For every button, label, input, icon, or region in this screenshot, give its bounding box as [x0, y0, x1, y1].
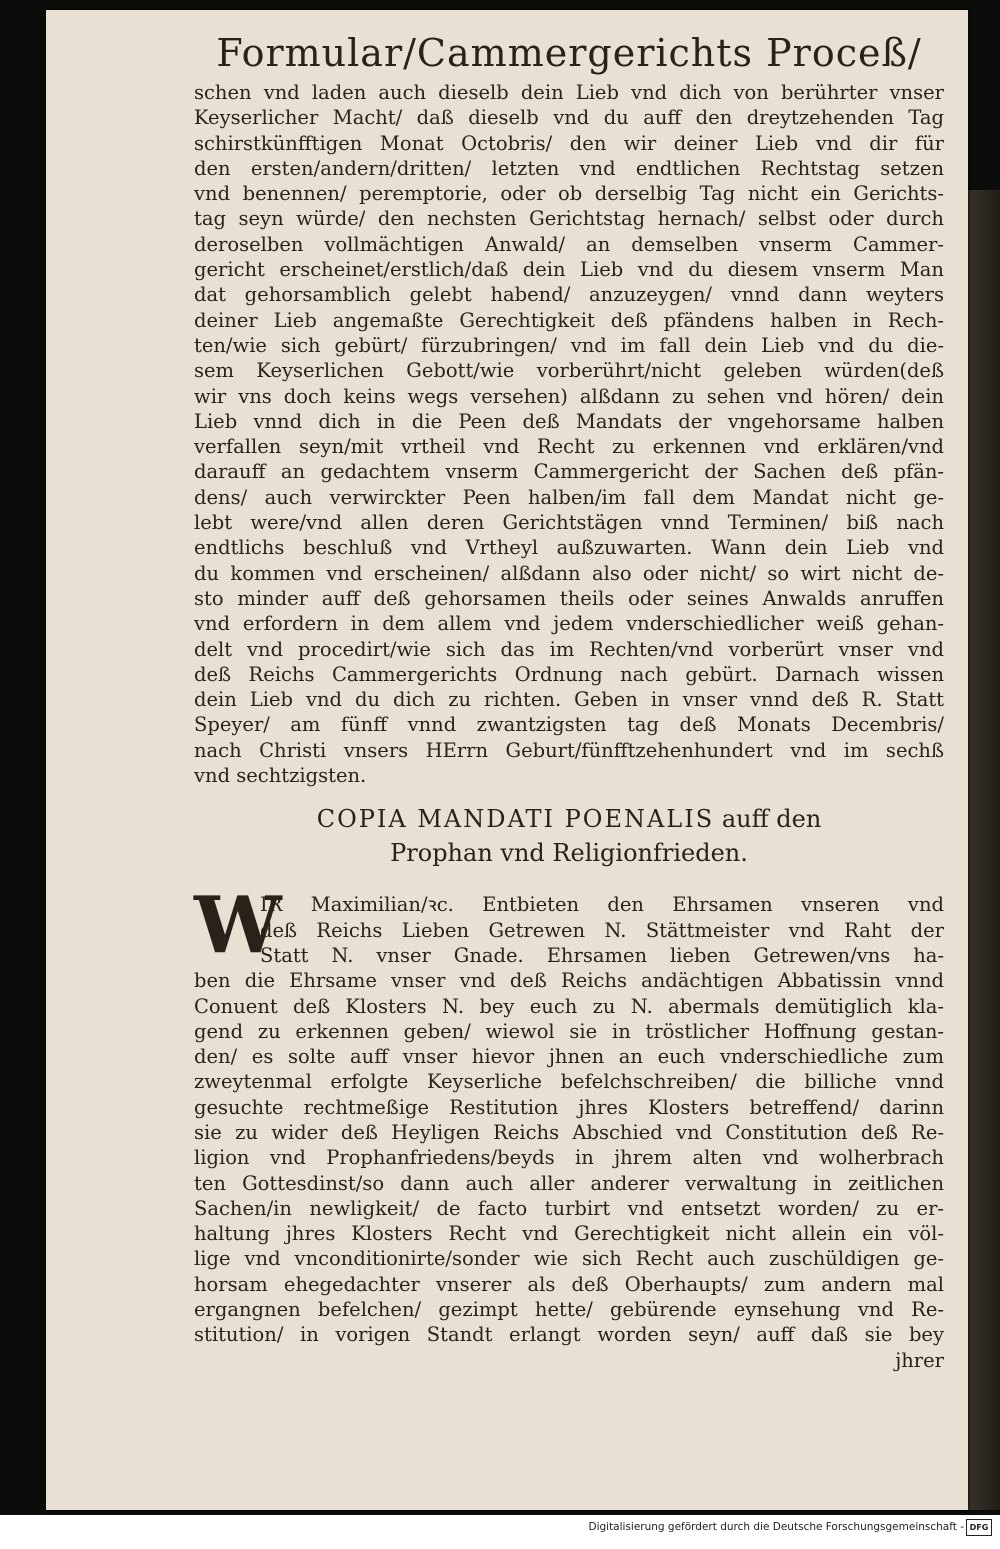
- text-line: delt vnd procedirt/wie sich das im Rechten/vnd vorberürt vnser vnd: [194, 637, 944, 661]
- catchword: jhrer: [895, 1348, 944, 1372]
- section-title-rest: auff den: [721, 805, 822, 834]
- text-line: den ersten/andern/dritten/ letzten vnd endtlichen Rechtstag setzen: [194, 156, 944, 180]
- text-line: ten/wie sich gebürt/ fürzubringen/ vnd im fall dein Lieb vnd du die-: [194, 333, 944, 357]
- text-line: sie zu wider deß Heyligen Reichs Abschied vnd Constitution deß Re-: [194, 1120, 944, 1144]
- text-line: lige vnd vnconditionirte/sonder wie sich Recht auch zuschüldigen ge-: [194, 1247, 944, 1271]
- text-line: schirstkünfftigen Monat Octobris/ den wir deiner Lieb vnd dir für: [194, 131, 944, 155]
- text-line: ligion vnd Prophanfriedens/beyds in jhrem alten vnd wolherbrach: [194, 1146, 944, 1170]
- dfg-logo: DFG: [966, 1519, 992, 1536]
- text-line: dat gehorsamblich gelebt habend/ anzuzeygen/ vnnd dann weyters: [194, 283, 944, 307]
- text-line: vnd erfordern in dem allem vnd jedem vnderschiedlicher weiß gehan-: [194, 612, 944, 636]
- text-line: Lieb vnnd dich in die Peen deß Mandats der vngehorsame halben: [194, 409, 944, 433]
- footer-credit: Digitalisierung gefördert durch die Deutsche Forschungsgemeinschaft -: [588, 1521, 964, 1533]
- text-line: Statt N. vnser Gnade. Ehrsamen lieben Getrewen/vns ha-: [260, 943, 944, 967]
- text-line: Sachen/in newligkeit/ de facto turbirt vnd entsetzt worden/ zu er-: [194, 1196, 944, 1220]
- section-title-caps: COPIA MANDATI POENALIS: [316, 805, 715, 834]
- section-title-line2: Prophan vnd Religionfrieden.: [390, 839, 748, 868]
- text-line: ben die Ehrsame vnser vnd deß Reichs andächtigen Abbatissin vnnd: [194, 969, 944, 993]
- paragraph-2-indented: [194, 892, 944, 968]
- running-head: Formular/Cammergerichts Proceß/: [216, 31, 922, 75]
- page-edge: [966, 190, 1000, 1510]
- text-line: lebt were/vnd allen deren Gerichtstägen vnnd Terminen/ biß nach: [194, 511, 944, 535]
- text-line: Keyserlicher Macht/ daß dieselb vnd du auff den dreytzehenden Tag: [194, 106, 944, 130]
- text-line: haltung jhres Klosters Recht vnd Gerechtigkeit nicht allein ein völ-: [194, 1222, 944, 1246]
- text-line: sto minder auff deß gehorsamen theils oder seines Anwalds anruffen: [194, 586, 944, 610]
- text-line: wir vns doch keins wegs versehen) alßdann zu sehen vnd hören/ dein: [194, 384, 944, 408]
- text-line: deroselben vollmächtigen Anwald/ an demselben vnserm Cammer-: [194, 232, 944, 256]
- text-line: sem Keyserlichen Gebott/wie vorberührt/nicht geleben würden(deß: [194, 359, 944, 383]
- text-line: verfallen seyn/mit vrtheil vnd Recht zu erkennen vnd erklären/vnd: [194, 435, 944, 459]
- text-line: ergangnen befelchen/ gezimpt hette/ gebürende eynsehung vnd Re-: [194, 1298, 944, 1322]
- text-line: nach Christi vnsers HErrn Geburt/fünfftzehenhundert vnd im sechß: [194, 738, 944, 762]
- paragraph-1: [194, 80, 944, 788]
- text-line: gesuchte rechtmeßige Restitution jhres Klosters betreffend/ darinn: [194, 1095, 944, 1119]
- text-line: dein Lieb vnd du dich zu richten. Geben in vnser vnnd deß R. Statt: [194, 688, 944, 712]
- decorated-initial: W: [194, 880, 282, 972]
- text-line: dens/ auch verwirckter Peen halben/im fall dem Mandat nicht ge-: [194, 485, 944, 509]
- text-line: schen vnd laden auch dieselb dein Lieb vnd dich von berührter vnser: [194, 81, 944, 104]
- text-line: Speyer/ am fünff vnnd zwantzigsten tag deß Monats Decembris/: [194, 713, 944, 737]
- paragraph-2: [194, 880, 944, 1347]
- text-line: vnd benennen/ peremptorie, oder ob derselbig Tag nicht ein Gerichts-: [194, 182, 944, 206]
- text-line: Conuent deß Klosters N. bey euch zu N. abermals demütiglich kla-: [194, 994, 944, 1018]
- text-line: stitution/ in vorigen Standt erlangt worden seyn/ auff daß sie bey: [194, 1323, 944, 1347]
- text-line: deß Reichs Lieben Getrewen N. Stättmeister vnd Raht der: [260, 918, 944, 942]
- text-block: [194, 28, 944, 1373]
- paragraph-2-body: [194, 968, 944, 1347]
- section-title: [194, 802, 944, 836]
- text-line: den/ es solte auff vnser hievor jhnen an euch vnderschiedliche zum: [194, 1045, 944, 1069]
- text-line: gend zu erkennen geben/ wiewol sie in tröstlicher Hoffnung gestan-: [194, 1019, 944, 1043]
- text-line: vnd sechtzigsten.: [194, 764, 367, 788]
- text-line: IR Maximilian/ꝛc. Entbieten den Ehrsamen vnseren vnd: [260, 893, 944, 917]
- text-line: horsam ehegedachter vnserer als deß Oberhaupts/ zum andern mal: [194, 1272, 944, 1296]
- text-line: darauff an gedachtem vnserm Cammergericht der Sachen deß pfän-: [194, 460, 944, 484]
- text-line: gericht erscheinet/erstlich/daß dein Lieb vnd du diesem vnserm Man: [194, 258, 944, 282]
- text-line: ten Gottesdinst/so dann auch aller anderer verwaltung in zeitlichen: [194, 1171, 944, 1195]
- text-line: du kommen vnd erscheinen/ alßdann also oder nicht/ so wirt nicht de-: [194, 561, 944, 585]
- text-line: deiner Lieb angemaßte Gerechtigkeit deß pfändens halben in Rech-: [194, 308, 944, 332]
- text-line: zweytenmal erfolgte Keyserliche befelchschreiben/ die billiche vnnd: [194, 1070, 944, 1094]
- text-line: tag seyn würde/ den nechsten Gerichtstag hernach/ selbst oder durch: [194, 207, 944, 231]
- text-line: deß Reichs Cammergerichts Ordnung nach gebürt. Darnach wissen: [194, 662, 944, 686]
- text-line: endtlichs beschluß vnd Vrtheyl außzuwarten. Wann dein Lieb vnd: [194, 536, 944, 560]
